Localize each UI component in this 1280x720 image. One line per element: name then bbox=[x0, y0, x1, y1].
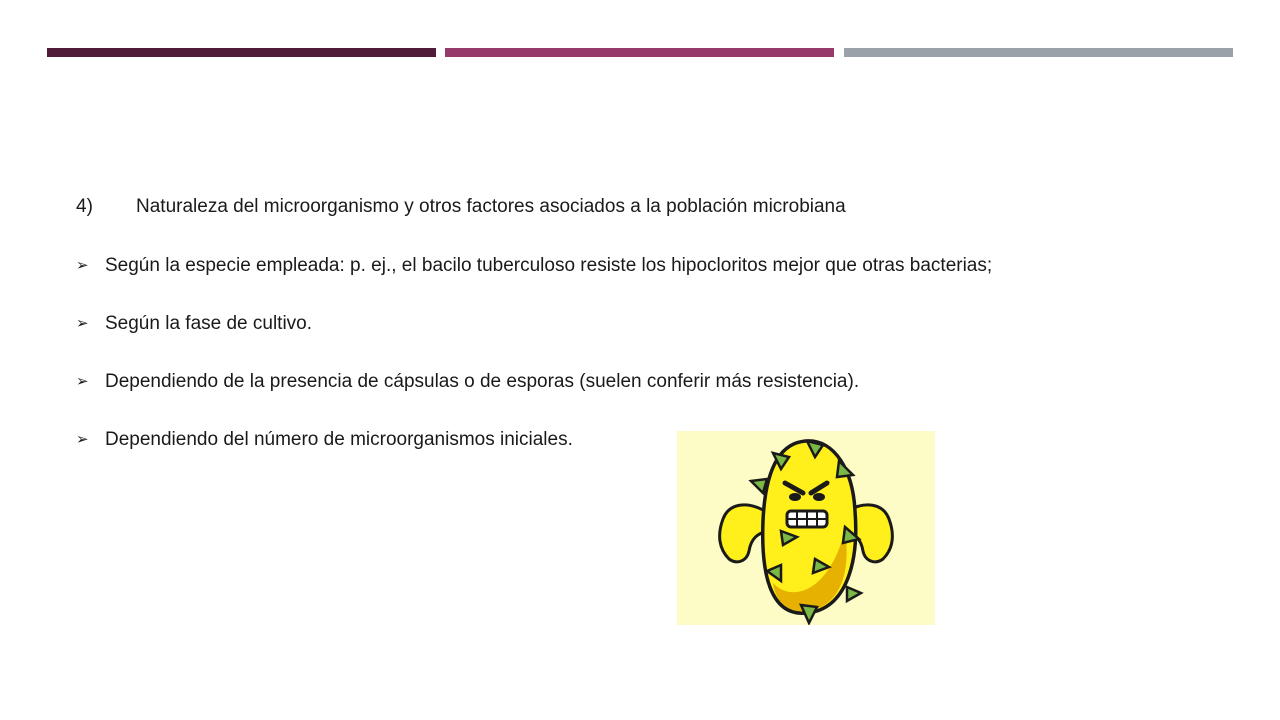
arrow-bullet-icon: ➢ bbox=[76, 431, 89, 448]
top-accent-bar-2 bbox=[445, 48, 834, 57]
bullet-text: Dependiendo del número de microorganismos iniciales. bbox=[105, 429, 573, 450]
bullet-text: Dependiendo de la presencia de cápsulas o de esporas (suelen conferir más resistencia). bbox=[105, 371, 860, 392]
bullet-item bbox=[76, 254, 992, 312]
heading-text: Naturaleza del microorganismo y otros factores asociados a la población microbiana bbox=[136, 196, 846, 217]
section-heading bbox=[76, 196, 846, 218]
top-accent-bar-1 bbox=[47, 48, 436, 57]
bullet-text: Según la especie empleada: p. ej., el bacilo tuberculoso resiste los hipocloritos mejor que otras bacterias; bbox=[105, 255, 993, 276]
arrow-bullet-icon: ➢ bbox=[76, 257, 89, 274]
angry-microbe-icon bbox=[677, 431, 935, 625]
arrow-bullet-icon: ➢ bbox=[76, 373, 89, 390]
bullet-item bbox=[76, 370, 992, 428]
bullet-text: Según la fase de cultivo. bbox=[105, 313, 313, 334]
microbe-illustration bbox=[677, 431, 935, 625]
top-accent-bar-3 bbox=[844, 48, 1233, 57]
heading-number: 4) bbox=[76, 196, 93, 217]
bullet-item bbox=[76, 312, 992, 370]
arrow-bullet-icon: ➢ bbox=[76, 315, 89, 332]
